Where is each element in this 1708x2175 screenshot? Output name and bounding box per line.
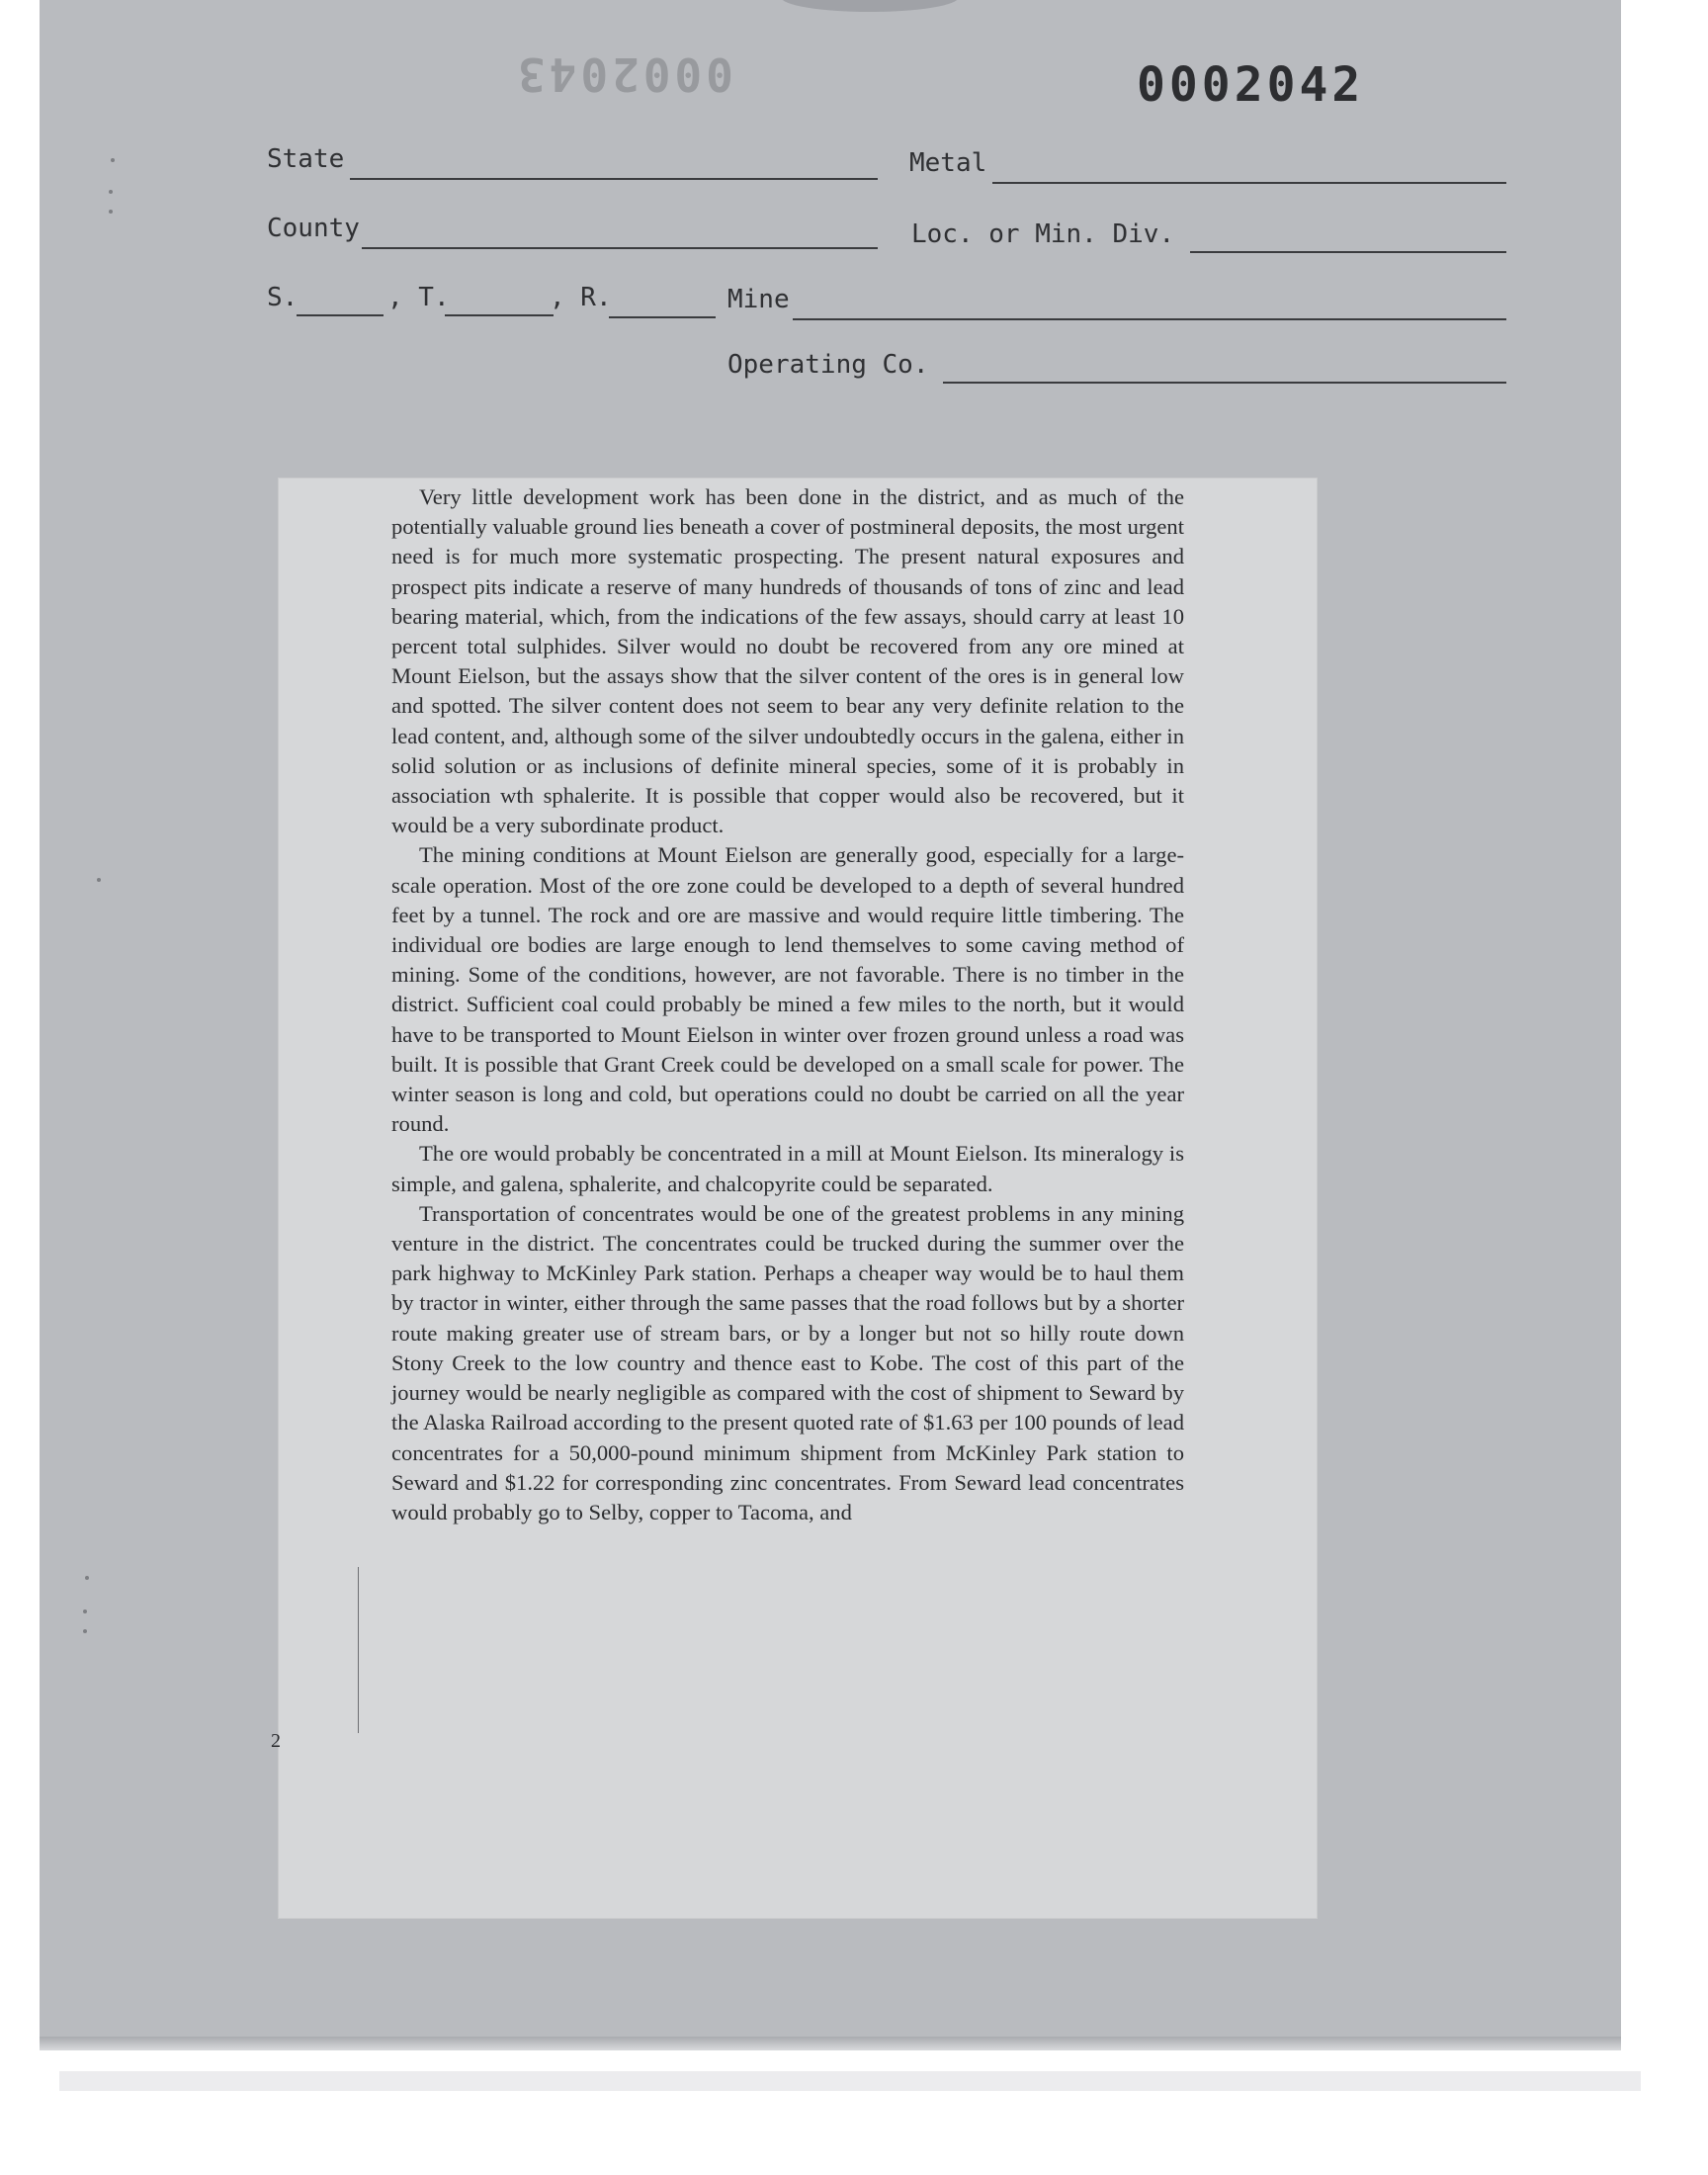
mine-line[interactable] bbox=[793, 318, 1506, 320]
paragraph: The ore would probably be concentrated in a mill at Mount Eielson. Its mineralogy is simple, and galena, sphalerite, and chalcopyrite could be separated. bbox=[391, 1141, 1184, 1196]
scan-margin bbox=[0, 2091, 1708, 2175]
operating-co-label: Operating Co. bbox=[727, 350, 929, 380]
state-label: State bbox=[267, 144, 345, 174]
speck bbox=[109, 190, 113, 194]
loc-line[interactable] bbox=[1190, 251, 1506, 253]
township-line[interactable] bbox=[445, 314, 554, 316]
range-label: , R. bbox=[550, 283, 612, 312]
report-text bbox=[391, 482, 1184, 1527]
section-line[interactable] bbox=[297, 314, 384, 316]
speck bbox=[109, 210, 113, 214]
metal-line[interactable] bbox=[992, 182, 1506, 184]
speck bbox=[83, 1610, 87, 1613]
speck bbox=[111, 158, 115, 162]
operating-co-line[interactable] bbox=[943, 382, 1506, 384]
paragraph: Very little development work has been done in the district, and as much of the potentially valuable ground lies beneath a cover of postmineral deposits, the most urgent need is for much more systematic prospecting. The present natural exposures and prospect pits indicate a reserve of many hundreds of thousands of tons of zinc and lead bearing material, which, from the indications of the few assays, should carry at least 10 percent total sulphides. Silver would no doubt be recovered from any ore mined at Mount Eielson, but the assays show that the silver content of the ores is in general low and spotted. The silver content does not seem to bear any very definite relation to the lead content, and, although some of the silver undoubtedly occurs in the galena, either in solid solution or as inclusions of definite mineral species, some of it is probably in association wth sphalerite. It is possible that copper would also be recovered, but it would be a very subordinate product. bbox=[391, 484, 1184, 838]
stamp-number-mirrored: 0002043 bbox=[514, 47, 733, 101]
card-edge bbox=[40, 2037, 1621, 2050]
state-line[interactable] bbox=[350, 178, 878, 180]
scan-shadow bbox=[59, 2071, 1641, 2091]
township-label: , T. bbox=[387, 283, 450, 312]
speck bbox=[85, 1576, 89, 1580]
county-line[interactable] bbox=[362, 247, 878, 249]
paragraph: Transportation of concentrates would be one of the greatest problems in any mining venture in the district. The concentrates could be trucked during the summer over the park highway to McKinley Park station. Perhaps a cheaper way would be to haul them by tractor in winter, either through the same passes that the road follows but by a shorter route making greater use of stream bars, or by a longer but not so hilly route down Stony Creek to the low country and thence east to Kobe. The cost of this part of the journey would be nearly negligible as compared with the cost of shipment to Seward by the Alaska Railroad according to the present quoted rate of $1.63 per 100 pounds of lead concentrates for a 50,000-pound minimum shipment from McKinley Park station to Seward and $1.22 for corresponding zinc concentrates. From Seward lead concentrates would probably go to Selby, copper to Tacoma, and bbox=[391, 1200, 1184, 1524]
county-label: County bbox=[267, 214, 360, 243]
margin-mark bbox=[358, 1567, 359, 1733]
loc-label: Loc. or Min. Div. bbox=[911, 219, 1175, 249]
metal-label: Metal bbox=[909, 148, 987, 178]
stamp-number: 0002042 bbox=[1137, 57, 1365, 113]
mine-label: Mine bbox=[727, 285, 790, 314]
page-number: 2 bbox=[271, 1730, 281, 1752]
section-label: S. bbox=[267, 283, 299, 312]
speck bbox=[97, 878, 101, 882]
range-line[interactable] bbox=[609, 316, 716, 318]
paragraph: The mining conditions at Mount Eielson are generally good, especially for a large-scale operation. Most of the ore zone could be developed to a depth of several hundred feet by a tunnel. The rock and ore are massive and would require little timbering. The individual ore bodies are large enough to lend themselves to some caving method of mining. Some of the conditions, however, are not favorable. There is no timber in the district. Sufficient coal could probably be mined a few miles to the north, but it would have to be transported to Mount Eielson in winter over frozen ground unless a road was built. It is possible that Grant Creek could be developed on a small scale for power. The winter season is long and cold, but operations could no doubt be carried on all the year round. bbox=[391, 842, 1184, 1137]
speck bbox=[83, 1629, 87, 1633]
